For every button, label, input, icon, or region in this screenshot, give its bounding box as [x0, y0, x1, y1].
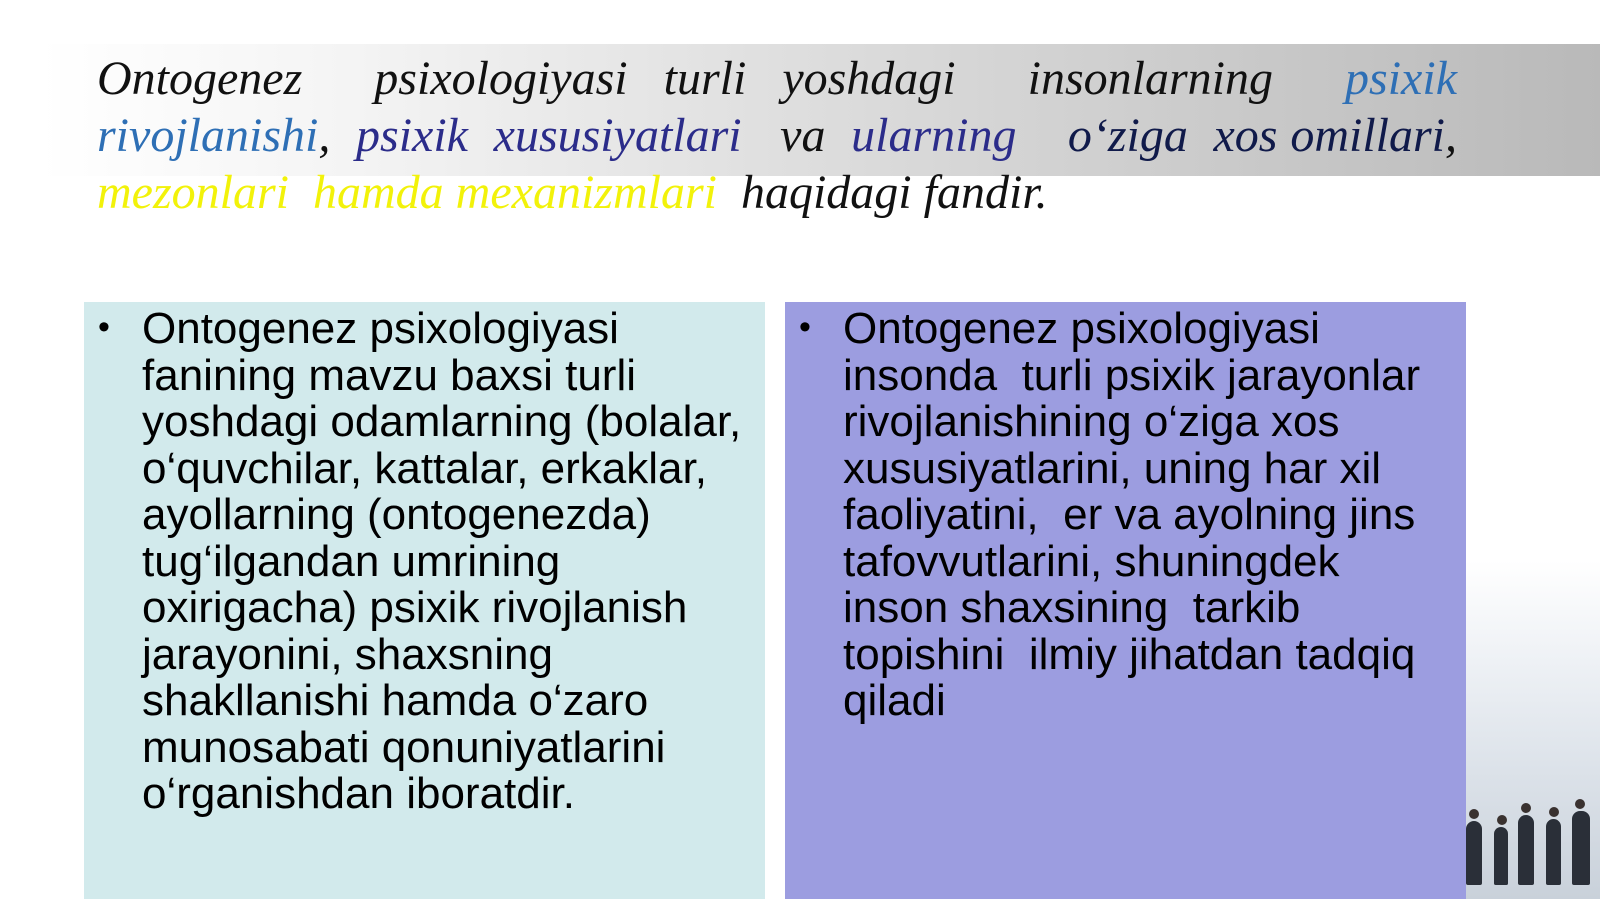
bullet-item: [785, 306, 1456, 725]
person-figure: [1546, 819, 1561, 885]
title-segment: o‘ziga xos omillari: [1067, 109, 1446, 162]
right-box-text: Ontogenez psixologiyasi insonda turli psixik jarayonlar rivojlanishining o‘ziga xos xususiyatlarini, uning har xil faoliyatini, er va ayolning jins tafovvutlarini, shuningdek inson shaxsining tarkib topishini ilmiy jihatdan tadqiq qiladi: [843, 304, 1440, 725]
people-photo: [1460, 560, 1600, 899]
person-figure: [1518, 815, 1534, 885]
title-segment: haqidagi fandir.: [716, 166, 1048, 219]
slide-title: [97, 50, 1470, 221]
right-text-box: [785, 302, 1466, 899]
left-box-text: Ontogenez psixologiyasi fanining mavzu baxsi turli yoshdagi odamlarning (bolalar, o‘quvchilar, kattalar, erkaklar, ayollarning (ontogenezda) tug‘ilgandan umrining oxirigacha) psixik rivojlanish jarayonini, shaxsning shakllanishi hamda o‘zaro munosabati qonuniyatlarini o‘rganishdan iboratdir.: [142, 304, 754, 818]
title-segment: Ontogenez psixologiyasi turli yoshdagi insonlarning: [97, 52, 1346, 105]
left-text-box: [84, 302, 765, 899]
title-segment: psixik xususiyatlari: [356, 109, 742, 162]
title-segment: ularning: [851, 109, 1017, 162]
bullet-item: [84, 306, 755, 818]
person-figure: [1494, 827, 1508, 885]
bullet-dot: •: [799, 308, 811, 346]
person-figure: [1466, 821, 1482, 885]
title-segment: psixik rivojlanishi: [97, 52, 1469, 162]
person-figure: [1572, 811, 1590, 885]
title-segment: va: [741, 109, 852, 162]
bullet-dot: •: [98, 308, 110, 346]
title-segment: [1016, 109, 1067, 162]
title-segment: ,: [318, 109, 357, 162]
title-segment: ,: [1445, 109, 1470, 162]
title-segment: mezonlari hamda mexanizmlari: [97, 166, 717, 219]
